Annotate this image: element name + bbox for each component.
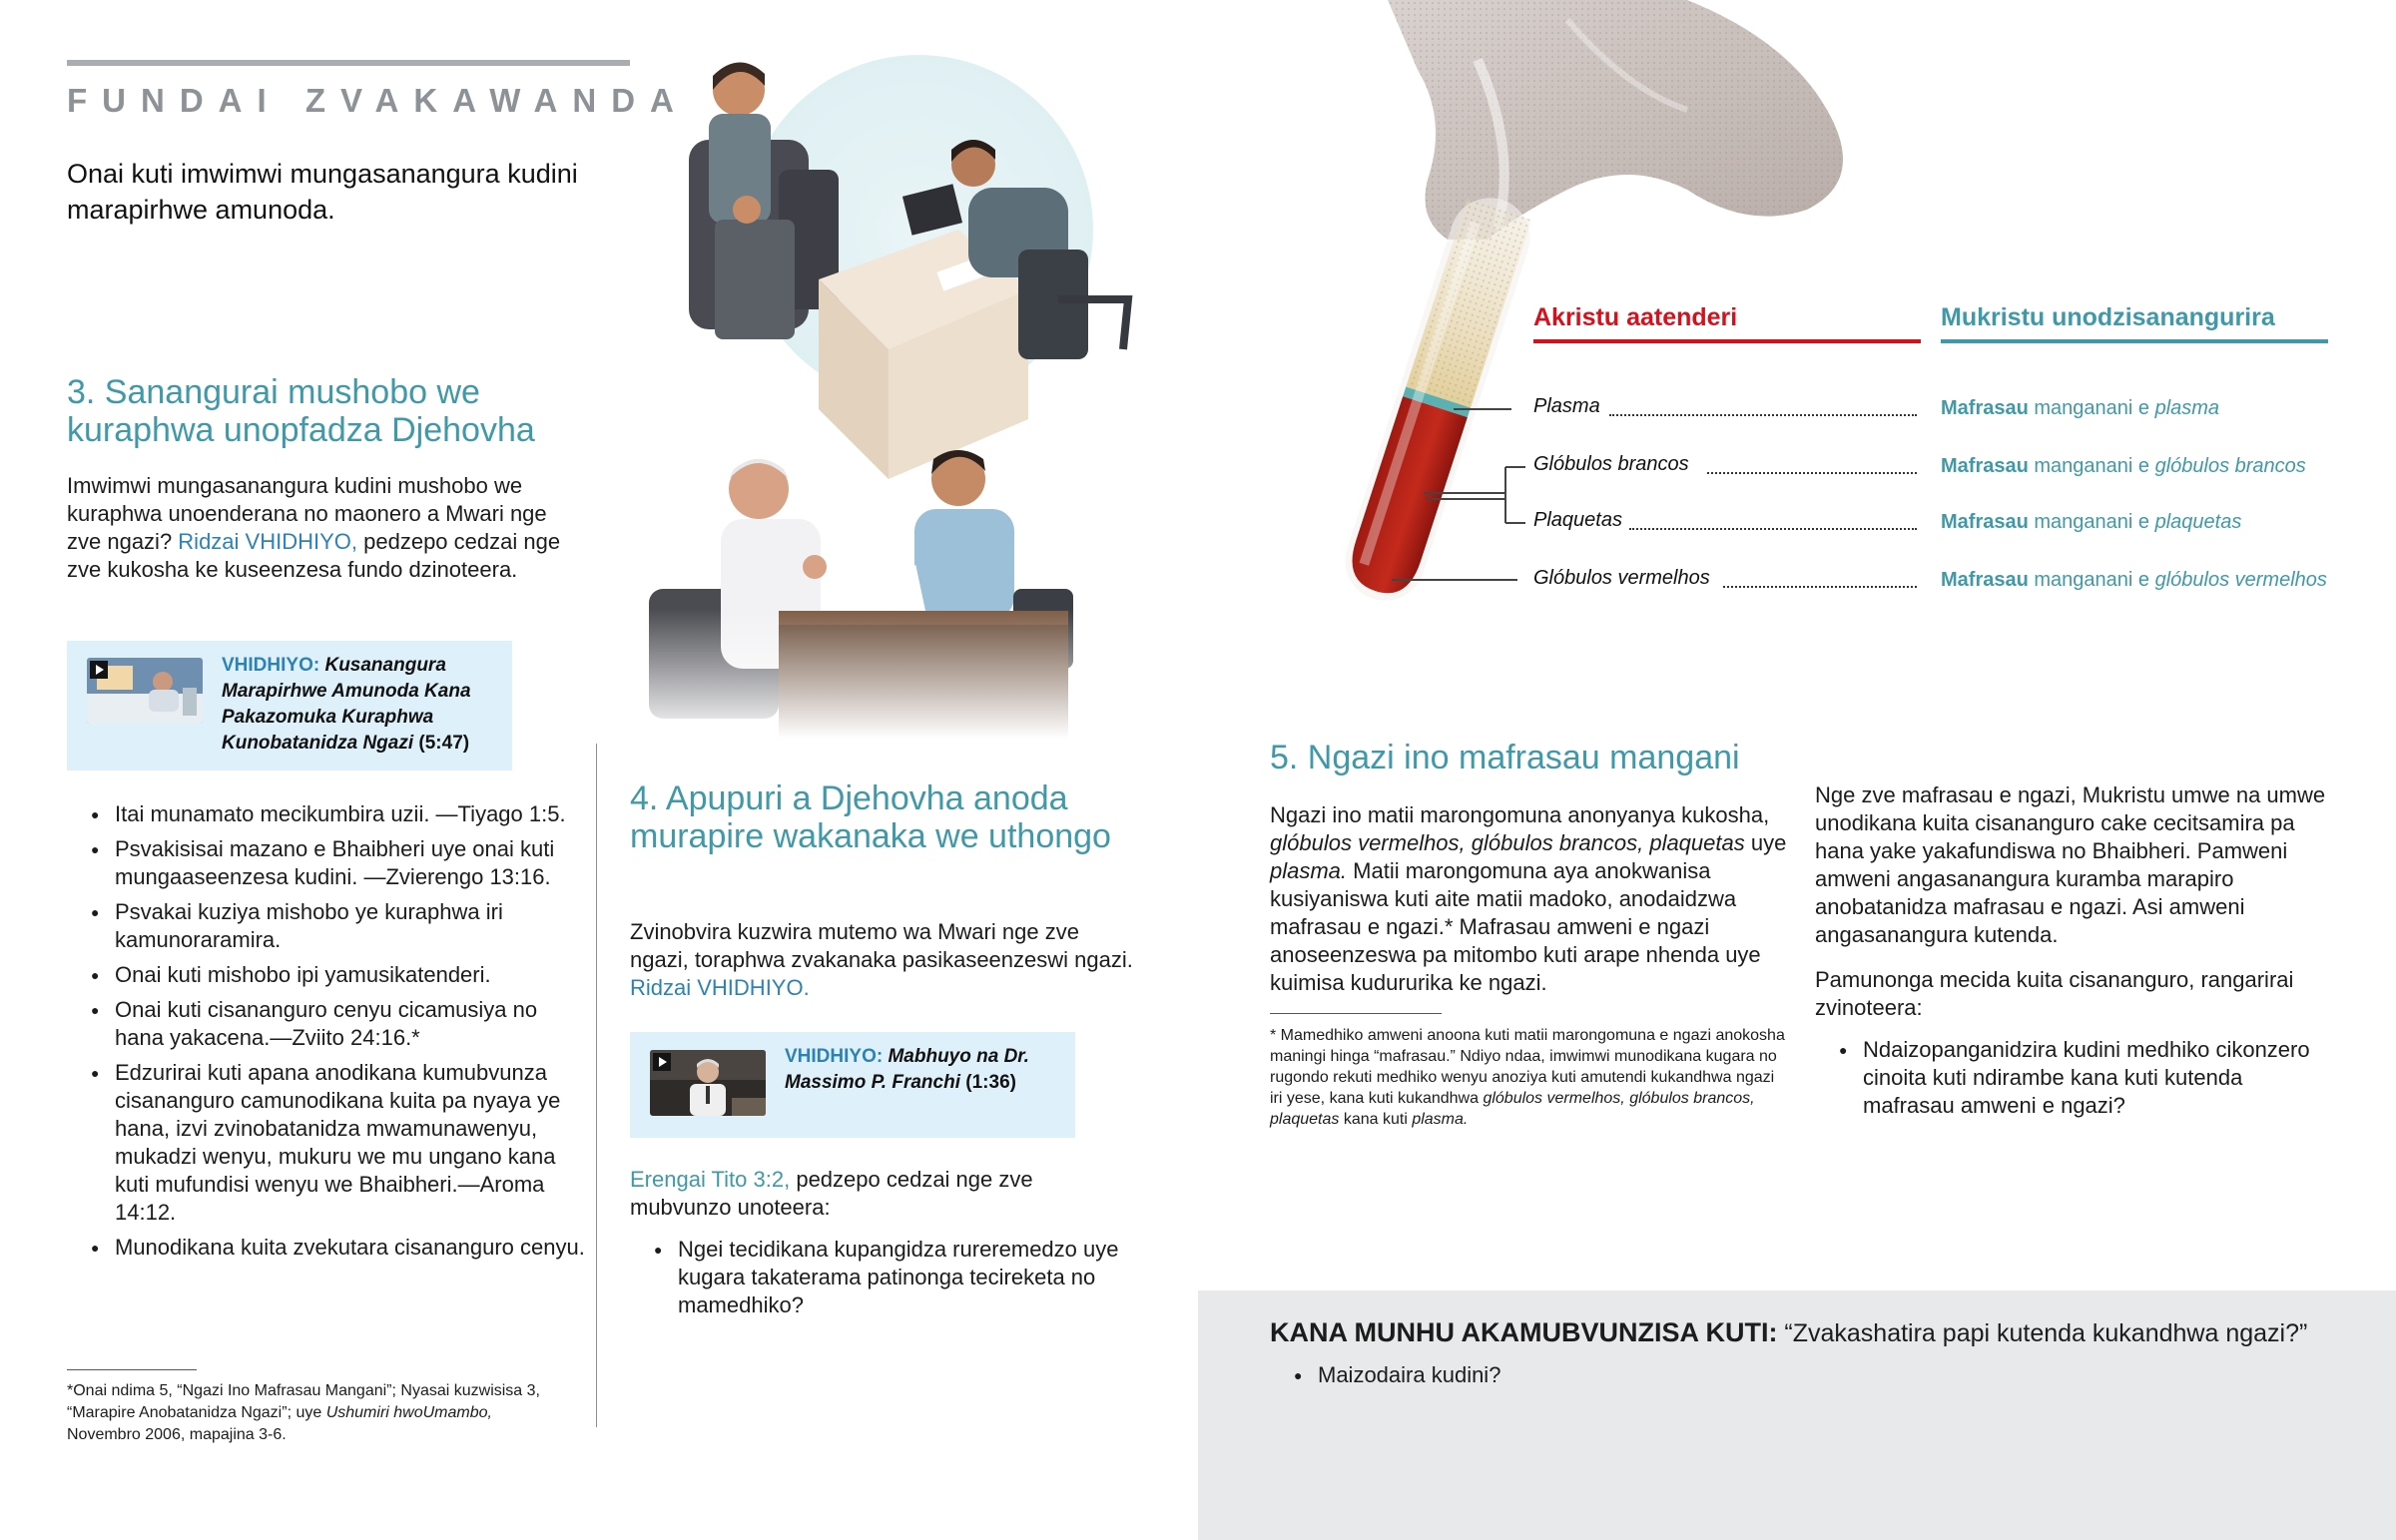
top-rule: [67, 60, 630, 66]
play-icon[interactable]: [653, 1053, 671, 1071]
column-header-not-accepted: Akristu aatenderi: [1533, 303, 1738, 331]
section-4-text-b: pedzepo cedzai nge zve mubvunzo unoteera:: [630, 1167, 1033, 1220]
video-title: Kusanangura Marapirhwe Amunoda Kana Pakazomuka Kuraphwa Kunobatanidza Ngazi: [222, 655, 471, 754]
question-prompt: [1270, 1315, 2368, 1350]
footnote-text-b: kana kuti: [1339, 1111, 1413, 1128]
section-3-text-b: pedzepo cedzai nge zve kukosha ke kuseenzesa fundo dzinoteera.: [67, 529, 561, 582]
section-3-footnote: [67, 1380, 566, 1446]
footnote-rule: [1270, 1013, 1442, 1014]
footnote-italic: Ushumiri hwoUmambo,: [325, 1404, 492, 1421]
list-item: ● Edzurirai kuti apana anodikana kumubvunza cisananguro camunodikana kuita pa nyaya ye hana, izvi zvinobatanidza mwamunawenyu, mukadzi wenyu, mukuru we mu ungano kana kuti mufundisi wenyu we Bhaibheri.—Aroma 14:12.: [67, 1059, 586, 1227]
component-plasma: Plasma: [1533, 395, 1600, 417]
fraction-label: Mafrasau: [1941, 569, 2029, 591]
component-red-cells: Glóbulos vermelhos: [1533, 567, 1710, 589]
video-label: VHIDHIYO:: [785, 1046, 884, 1067]
fraction-mid: manganani e: [2028, 569, 2155, 591]
footnote-rule: [67, 1369, 197, 1370]
column-header-personal-decision: Mukristu unodzisanangurira: [1941, 303, 2275, 331]
list-item: ● Ndaizopanganidzira kudini medhiko cikonzero cinoita kuti ndirambe kana kuti kutenda mafrasau amweni e ngazi?: [1815, 1036, 2334, 1120]
fraction-red-cells: [1941, 568, 2330, 593]
video-duration: (1:36): [965, 1072, 1016, 1093]
column-header-rule-red: [1533, 339, 1921, 343]
question-prefix: KANA MUNHU AKAMUBVUNZISA KUTI:: [1270, 1317, 1778, 1347]
fraction-italic: glóbulos vermelhos: [2154, 569, 2327, 591]
section-5-right-paragraph: Nge zve mafrasau e ngazi, Mukristu umwe na umwe unodikana kuita cisananguro cake cecitsamira pa hana yake yakafundiswa no Bhaibheri. Pamweni amweni angasanangura kuramba marapiro anobatanidza mafrasau e ngazi. Asi amweni angasanangura kutenda.: [1815, 782, 2326, 947]
footnote-text-a: * Mamedhiko amweni anoona kuti matii marongomuna e ngazi anokosha maningi hinga “mafrasau.” Ndiyo ndaa, imwimwi munodikana kugara no rugondo rekuti medhiko wenyu anoziya kuti amutendi kukandhwa ngazi iri yese, kana kuti kukandhwa: [1270, 1027, 1785, 1107]
section-5-text-b: uye: [1744, 830, 1787, 855]
fraction-mid: manganani e: [2028, 455, 2155, 477]
fraction-plasma: [1941, 396, 2340, 421]
column-header-rule-teal: [1941, 339, 2328, 343]
section-5-paragraph: [1270, 801, 1789, 997]
section-4-heading: 4. Apupuri a Djehovha anoda murapire wakanaka we uthongo: [630, 779, 1111, 855]
fraction-mid: manganani e: [2028, 511, 2155, 533]
list-item: ● Psvakisisai mazano e Bhaibheri uye onai kuti mungaaseenzesa kudini. —Zvierengo 13:16.: [67, 835, 586, 891]
blood-test-tube-illustration: [1268, 0, 2396, 699]
section-5-right-paragraph-b: Pamunonga mecida kuita cisananguro, rangarirai zvinoteera:: [1815, 967, 2294, 1020]
fraction-white-cells: [1941, 454, 2340, 479]
section-5-heading: 5. Ngazi ino mafrasau mangani: [1270, 739, 1740, 776]
list-item: ● Onai kuti cisananguro cenyu cicamusiya no hana yakacena.—Zviito 24:16.*: [67, 996, 586, 1052]
fraction-label: Mafrasau: [1941, 397, 2029, 419]
section-5-text-a: Ngazi ino matii marongomuna anonyanya kukosha,: [1270, 802, 1770, 827]
section-4-paragraph: [630, 918, 1139, 1002]
video-caption: [785, 1044, 1054, 1096]
play-icon[interactable]: [90, 661, 108, 679]
fraction-label: Mafrasau: [1941, 511, 2029, 533]
section-3-paragraph: [67, 472, 566, 584]
section-5-bullet-list: [1815, 1036, 2334, 1127]
component-platelets: Plaquetas: [1533, 509, 1622, 531]
dotted-leader: [1609, 414, 1917, 416]
footnote-text-a: *Onai ndima 5, “Ngazi Ino Mafrasau Mangani”; Nyasai kuzwisisa 3, “Marapire Anobatanidza Ngazi”; uye: [67, 1382, 540, 1421]
video-caption: [222, 653, 491, 757]
column-divider: [596, 744, 597, 1427]
fraction-italic: plasma: [2154, 397, 2220, 419]
section-label: FUNDAI ZVAKAWANDA: [67, 82, 689, 119]
section-5-italic-b: plasma.: [1270, 858, 1348, 883]
list-item: ● Itai munamato mecikumbira uzii. —Tiyago 1:5.: [67, 800, 586, 828]
fraction-italic: glóbulos brancos: [2154, 455, 2306, 477]
section-3-text-a: Imwimwi mungasanangura kudini mushobo we kuraphwa unoenderana no maonero a Mwari nge zve ngazi?: [67, 473, 547, 554]
intro-text: Onai kuti imwimwi mungasanangura kudini marapirhwe amunoda.: [67, 159, 578, 225]
fraction-platelets: [1941, 510, 2340, 535]
play-video-link[interactable]: Ridzai VHIDHIYO,: [178, 529, 358, 554]
list-item: ● Maizodaira kudini?: [1270, 1361, 1869, 1389]
list-item: ● Ngei tecidikana kupangidza rureremedzo uye kugara takaterama patinonga tecireketa no mamedhiko?: [630, 1236, 1139, 1319]
section-5-text-c: Matii marongomuna aya anokwanisa kusiyaniswa kuti aite matii madoko, anodaidzwa mafrasau e ngazi.* Mafrasau amweni e ngazi anoseenzeswa pa mitombo kuti arape nhenda uye kuimisa kudururika ke ngazi.: [1270, 858, 1761, 995]
list-item: ● Munodikana kuita zvekutara cisananguro cenyu.: [67, 1234, 586, 1262]
scripture-link[interactable]: Erengai Tito 3:2,: [630, 1167, 791, 1192]
fraction-italic: plaquetas: [2154, 511, 2242, 533]
fraction-mid: manganani e: [2028, 397, 2155, 419]
question-text: “Zvakashatira papi kutenda kukandhwa ngazi?”: [1777, 1319, 2308, 1347]
dotted-leader: [1707, 472, 1917, 474]
video-thumbnail[interactable]: [87, 658, 203, 724]
section-3-bullet-list: [67, 800, 586, 1269]
section-4-bullet-list: [630, 1236, 1139, 1326]
play-video-link[interactable]: Ridzai VHIDHIYO.: [630, 975, 810, 1000]
video-title: Mabhuyo na Dr. Massimo P. Franchi: [785, 1046, 1029, 1093]
footnote-italic-b: plasma.: [1412, 1111, 1469, 1128]
fraction-label: Mafrasau: [1941, 455, 2029, 477]
video-card-choose-treatment[interactable]: [67, 641, 512, 770]
component-white-cells: Glóbulos brancos: [1533, 453, 1689, 475]
list-item: ● Psvakai kuziya mishobo ye kuraphwa iri kamunoraramira.: [67, 898, 586, 954]
video-duration: (5:47): [418, 733, 470, 754]
section-3-heading: 3. Sanangurai mushobo we kuraphwa unopfadza Djehovha: [67, 373, 535, 449]
video-card-interview[interactable]: [630, 1032, 1075, 1138]
doctor-consultation-illustration: [629, 50, 1158, 739]
question-bullet-list: [1270, 1361, 1869, 1396]
dotted-leader: [1723, 586, 1917, 588]
section-5-italic-a: glóbulos vermelhos, glóbulos brancos, plaquetas: [1270, 830, 1745, 855]
video-thumbnail[interactable]: [650, 1050, 766, 1116]
section-4-text-a: Zvinobvira kuzwira mutemo wa Mwari nge zve ngazi, toraphwa zvakanaka pasikaseenzeswi ngazi.: [630, 919, 1133, 972]
section-5-footnote: [1270, 1025, 1789, 1130]
video-label: VHIDHIYO:: [222, 655, 320, 676]
footnote-text-b: Novembro 2006, mapajina 3-6.: [67, 1426, 287, 1443]
list-item: ● Onai kuti mishobo ipi yamusikatenderi.: [67, 961, 586, 989]
section-4-verse-paragraph: [630, 1166, 1139, 1222]
footnote-italic: glóbulos vermelhos, glóbulos brancos, plaquetas: [1270, 1090, 1755, 1128]
dotted-leader: [1629, 528, 1917, 530]
